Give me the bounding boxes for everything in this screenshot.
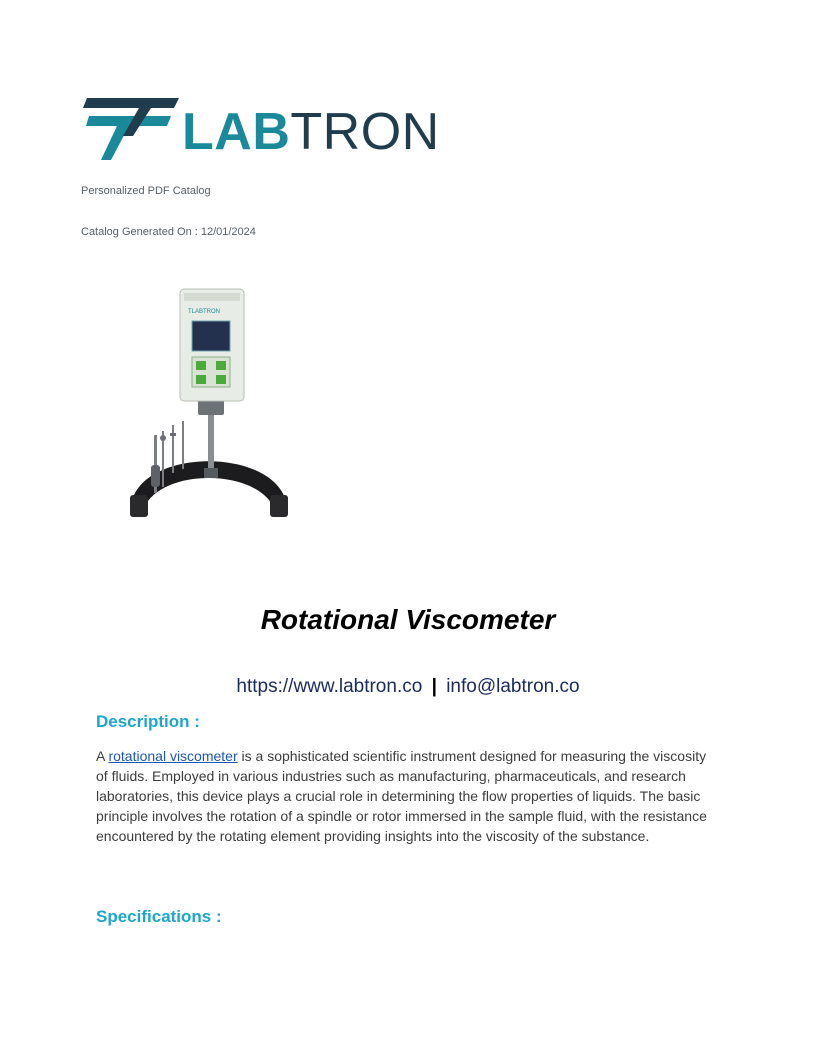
- catalog-generated-date: Catalog Generated On : 12/01/2024: [81, 226, 256, 238]
- labtron-logo: [81, 96, 461, 162]
- description-heading: Description :: [96, 712, 200, 731]
- catalog-label: Personalized PDF Catalog: [81, 185, 211, 197]
- wordmark-tron: TRON: [290, 103, 440, 161]
- viscometer-illustration-icon: [126, 283, 292, 523]
- description-body: is a sophisticated scientific instrument designed for measuring the viscosity of fluids. Employed in various industries such as manufacturing, pharmaceuticals, and research laboratories, this device plays a crucial role in determining the flow properties of liquids. The basic principle involves the rotation of a spindle or rotor immersed in the sample fluid, with the resistance encountered by the rotating element providing insights into the viscosity of the substance.: [96, 748, 707, 844]
- description-text: [96, 746, 716, 846]
- contact-separator: |: [431, 676, 437, 697]
- rotational-viscometer-link[interactable]: rotational viscometer: [108, 748, 238, 764]
- email-link[interactable]: info@labtron.co: [446, 676, 580, 697]
- website-link[interactable]: https://www.labtron.co: [236, 676, 423, 697]
- svg-text:TLABTRON: TLABTRON: [188, 309, 221, 315]
- labtron-wordmark: [182, 104, 440, 160]
- product-image: [126, 283, 292, 523]
- wordmark-lab: LAB: [182, 103, 291, 161]
- labtron-logo-mark-icon: [81, 96, 181, 162]
- description-prefix: A: [96, 748, 109, 764]
- product-title: Rotational Viscometer: [260, 604, 556, 635]
- specifications-heading: Specifications :: [96, 907, 222, 926]
- contact-line: [0, 676, 816, 698]
